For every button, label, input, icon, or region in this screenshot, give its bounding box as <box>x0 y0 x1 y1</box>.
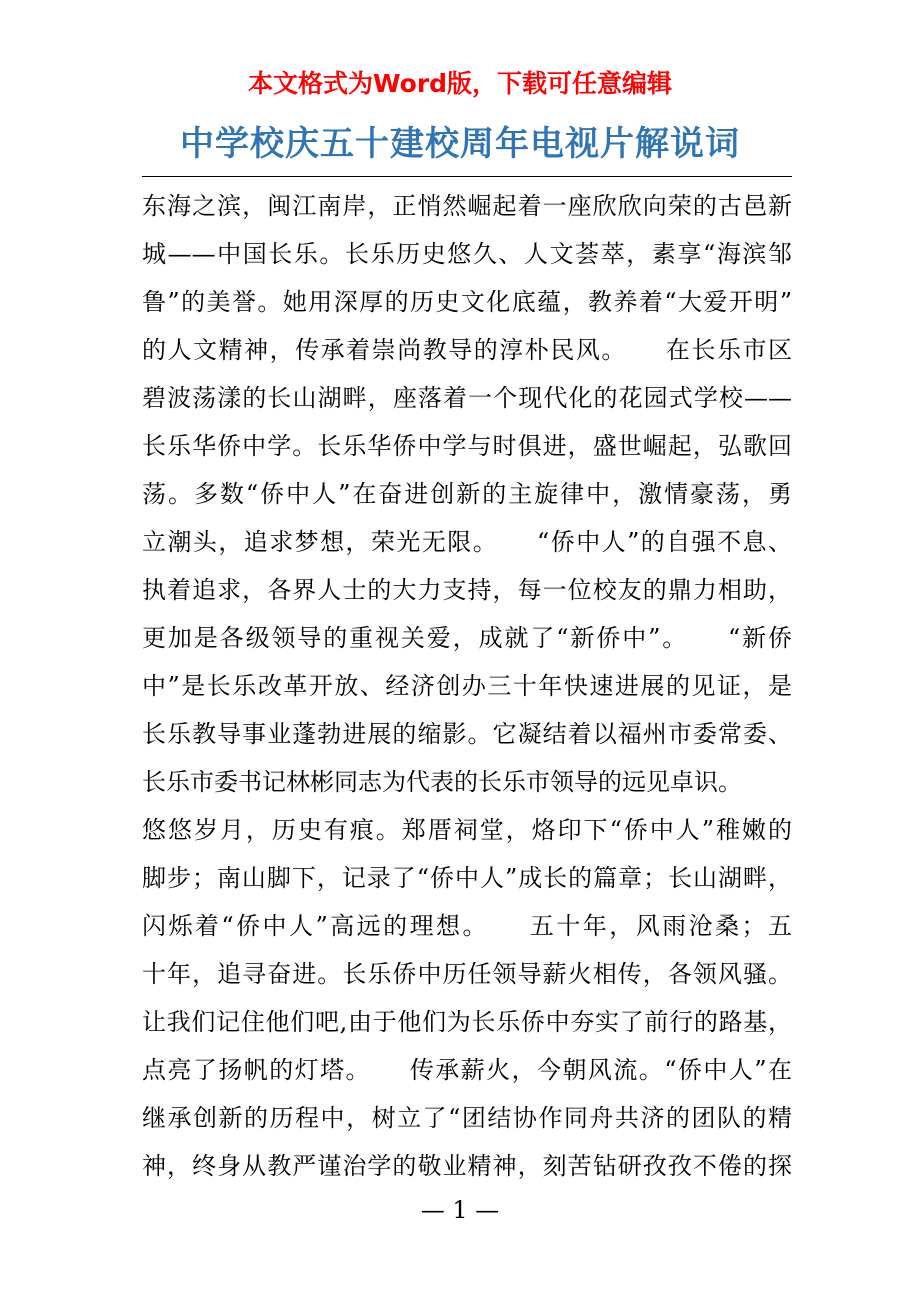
body-line: 执着追求，各界人士的大力支持，每一位校友的鼎力相助， <box>142 576 792 604</box>
body-line: 十年，追寻奋进。长乐侨中历任领导薪火相传，各领风骚。 <box>142 960 792 988</box>
body-line: 碧波荡漾的长山湖畔，座落着一个现代化的花园式学校—— <box>142 384 792 412</box>
body-line: 让我们记住他们吧,由于他们为长乐侨中夯实了前行的路基， <box>142 1008 792 1036</box>
body-line: 立潮头，追求梦想，荣光无限。 “侨中人”的自强不息、 <box>142 528 792 556</box>
body-line: 鲁”的美誉。她用深厚的历史文化底蕴，教养着“大爱开明” <box>142 288 792 316</box>
body-line: 荡。多数“侨中人”在奋进创新的主旋律中，激情豪荡，勇 <box>142 480 792 508</box>
body-line: 城——中国长乐。长乐历史悠久、人文荟萃，素享“海滨邹 <box>142 240 792 268</box>
body-line: 长乐华侨中学。长乐华侨中学与时俱进，盛世崛起，弘歌回 <box>142 432 792 460</box>
body-line: 闪烁着“侨中人”高远的理想。 五十年，风雨沧桑；五 <box>142 912 792 940</box>
page-title: 中学校庆五十建校周年电视片解说词 <box>180 124 740 164</box>
body-line: 东海之滨，闽江南岸，正悄然崛起着一座欣欣向荣的古邑新 <box>142 192 792 220</box>
document-body <box>142 182 792 1190</box>
body-line: 继承创新的历程中，树立了“团结协作同舟共济的团队的精 <box>142 1104 792 1132</box>
title-divider <box>142 176 792 177</box>
body-line: 的人文精神，传承着崇尚教导的淳朴民风。 在长乐市区 <box>142 336 792 364</box>
body-line: 更加是各级领导的重视关爱，成就了“新侨中”。 “新侨 <box>142 624 792 652</box>
download-notice: 本文格式为Word版，下载可任意编辑 <box>247 69 673 98</box>
body-line: 点亮了扬帆的灯塔。 传承薪火，今朝风流。“侨中人”在 <box>142 1056 792 1084</box>
body-line: 长乐教导事业蓬勃进展的缩影。它凝结着以福州市委常委、 <box>142 720 792 748</box>
body-line: 脚步；南山脚下，记录了“侨中人”成长的篇章；长山湖畔， <box>142 864 792 892</box>
body-line: 神，终身从教严谨治学的敬业精神，刻苦钻研孜孜不倦的探 <box>142 1152 792 1180</box>
body-line: 中”是长乐改革开放、经济创办三十年快速进展的见证，是 <box>142 672 792 700</box>
page-number: — 1 — <box>420 1196 500 1224</box>
body-line: 长乐市委书记林彬同志为代表的长乐市领导的远见卓识。 <box>142 768 742 796</box>
body-line: 悠悠岁月，历史有痕。郑厝祠堂，烙印下“侨中人”稚嫩的 <box>142 816 792 844</box>
